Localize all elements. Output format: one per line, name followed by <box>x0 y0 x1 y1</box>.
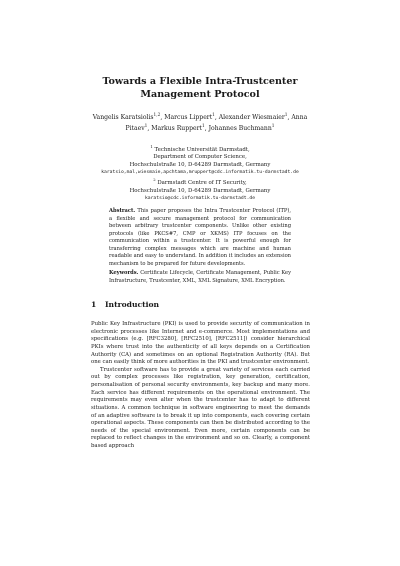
author-name: , Marcus Lippert <box>160 114 213 122</box>
paragraph: Trustcenter software has to provide a great variety of services each carried out by complex processes like registration, key generation, certification, personalisation of personal security environments, key backup and many more. Each service has different requirements on the operational environment. The requirements may even alter when the trustcenter has to adapt to different situations. A common technique in software engineering to meet the demands of an adaptive software is to break it up into components, each covering certain operational aspects. These components can then be distributed according to the needs of the special environment. Even more, certain components can be replaced to reflect changes in the environment and so on. Clearly, a component based approach <box>91 366 310 449</box>
section-number: 1 <box>91 300 97 309</box>
affiliation-marker: 1,2 <box>153 113 161 118</box>
author-name: Vangelis Karatsiolis <box>92 114 154 122</box>
author-list <box>60 112 340 133</box>
affiliation-1-name <box>20 143 380 154</box>
affiliation-2-email: karatsio@cdc.informatik.tu-darmstadt.de <box>144 196 256 202</box>
keywords-label: Keywords. <box>109 270 139 276</box>
affiliation-marker: 1 <box>144 123 148 129</box>
abstract <box>109 208 291 268</box>
author-name: , Johannes Buchmann <box>204 124 272 132</box>
author-name: Pitaev <box>125 124 145 132</box>
section-heading <box>91 300 159 310</box>
author-name: , Markus Ruppert <box>147 124 202 132</box>
abstract-label: Abstract. <box>109 208 136 214</box>
affiliations <box>20 143 380 202</box>
affiliation-marker: 1 <box>212 113 215 118</box>
affiliation-marker: 1 <box>271 123 275 129</box>
affiliation-2-name <box>20 176 380 187</box>
body-text <box>91 321 310 451</box>
keywords <box>109 270 291 285</box>
affiliation-marker: 2 <box>153 177 156 183</box>
affiliation-1-email: karatsio,mal,wiesmaie,apchtama,mruppert@cdc.informatik.tu-darmstadt.de <box>101 170 299 176</box>
paragraph: Public Key Infrastructure (PKI) is used to provide security of communication in electronic processes like Internet and e-commerce. Most implementations and specifications (e.g. [RFC3280], [RFC2510], [RFC2511]) consider hierarchical PKIs where trust into the authenticity of all keys depends on a Certification Authority (CA) and sometimes on an optional Registration Authority (RA). But one can easily think of more authorities in the PKI and trustcenter environment. <box>91 321 310 366</box>
affiliation-1-address: Hochschulstraße 10, D-64289 Darmstadt, Germany <box>129 161 271 168</box>
affiliation-1-dept: Department of Computer Science, <box>153 154 247 161</box>
author-line-2 <box>60 123 340 134</box>
paper-title <box>0 76 400 101</box>
title-line-1: Towards a Flexible Intra-Trustcenter <box>102 76 298 87</box>
affiliation-marker: 1 <box>284 113 288 118</box>
author-line-1 <box>60 112 340 123</box>
abstract-text: This paper proposes the Intra Trustcenter Protocol (ITP), a flexible and secure management protocol for communication between arbitrary trustcenter components. Unlike other existing protocols (like PKCS#7, CMP or XKMS) ITP focuses on the communication within a trustcenter. It is powerful enough for transferring complex messages which are machine and human readable and easy to understand. In addition it includes an extension mechanism to be prepared for future developments. <box>109 208 291 267</box>
section-title: Introduction <box>105 300 160 309</box>
title-line-2: Management Protocol <box>140 88 260 100</box>
affiliation-marker: 1 <box>202 123 205 129</box>
affiliation-text: Technische Universität Darmstadt, <box>154 146 250 153</box>
author-name: , Alexander Wiesmaier <box>214 114 285 122</box>
affiliation-marker: 1 <box>150 144 153 149</box>
affiliation-2-address: Hochschulstraße 10, D-64289 Darmstadt, Germany <box>129 187 271 194</box>
affiliation-text: Darmstadt Centre of IT Security, <box>157 180 247 187</box>
keywords-text: Certificate Lifecycle, Certificate Management, Public Key Infrastructure, Trustcenter, XML, XML Signature, XML Encryption. <box>109 270 291 284</box>
author-name: , Anna <box>287 114 308 122</box>
